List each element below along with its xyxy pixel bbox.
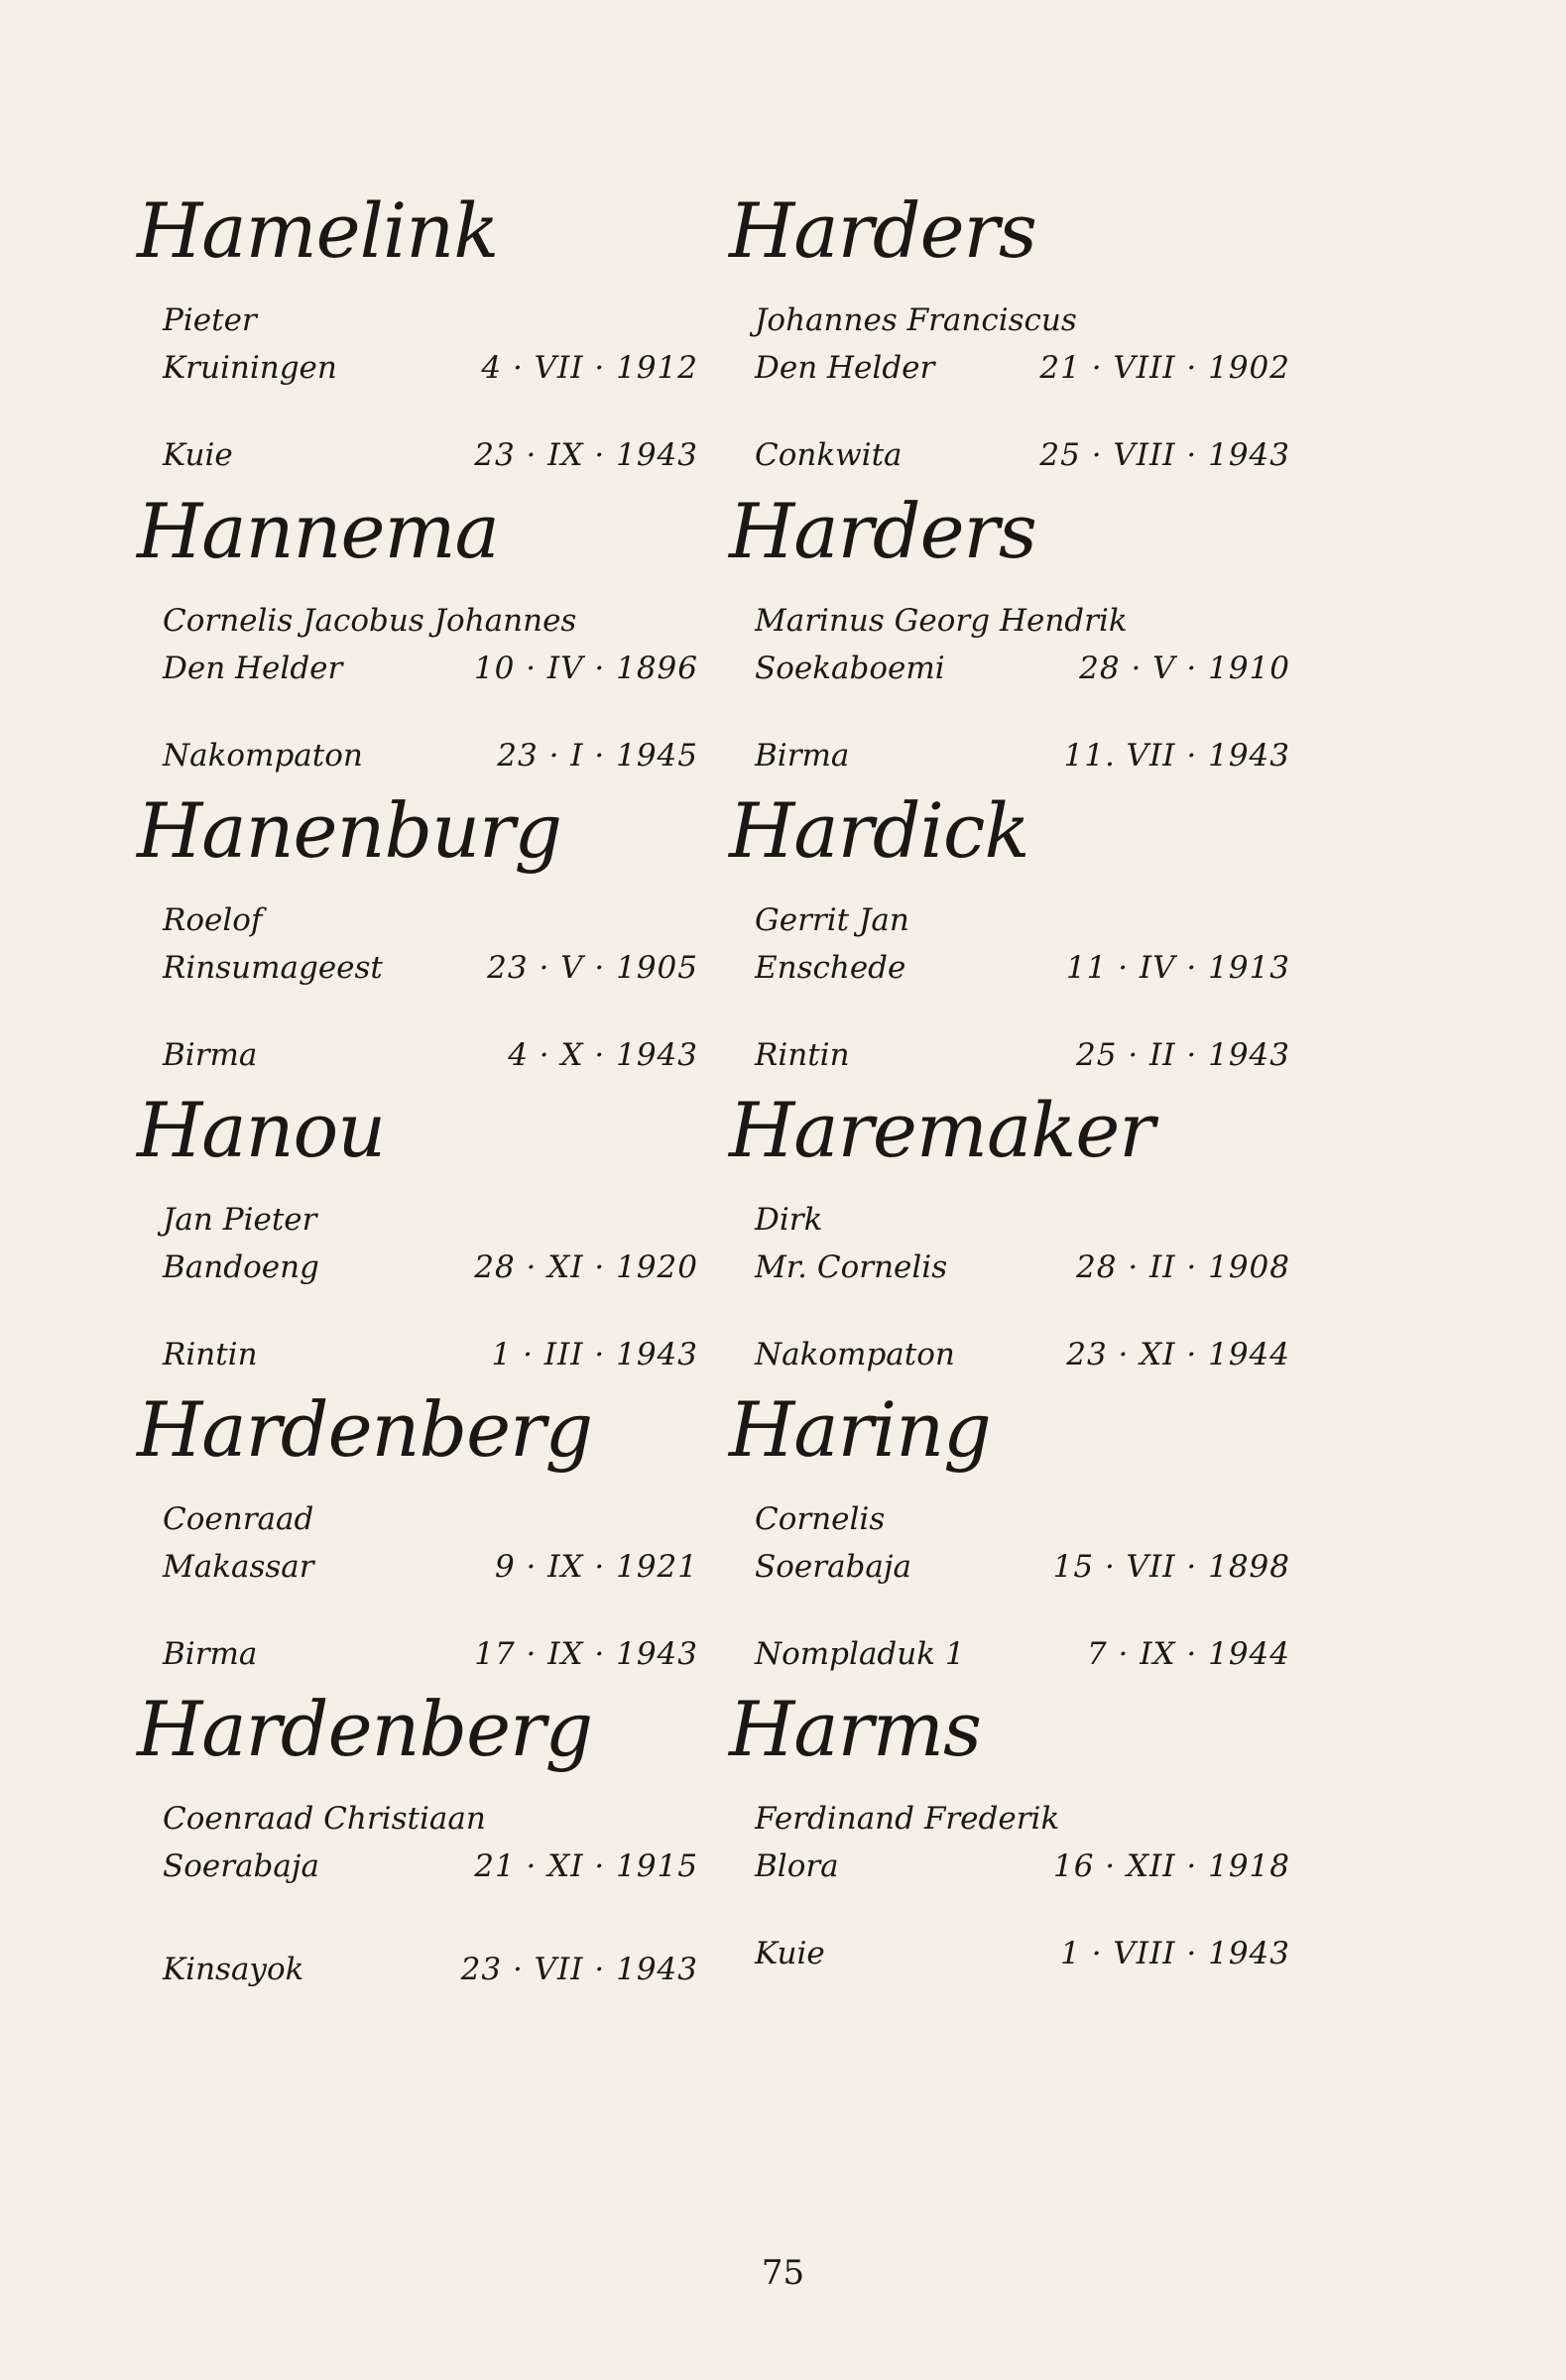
birth-place: Blora xyxy=(755,1848,839,1884)
birth-place: Rinsumageest xyxy=(163,950,383,986)
death-place: Kuie xyxy=(163,437,233,473)
birth-place: Soerabaja xyxy=(755,1549,911,1585)
given-names: Jan Pieter xyxy=(163,1202,317,1238)
given-names: Coenraad Christiaan xyxy=(163,1801,486,1837)
birth-place: Den Helder xyxy=(755,350,935,386)
death-date: 17 · IX · 1943 xyxy=(474,1636,698,1672)
given-names: Cornelis Jacobus Johannes xyxy=(163,603,577,639)
birth-place: Bandoeng xyxy=(163,1250,319,1285)
surname-heading: Harders xyxy=(729,487,1036,575)
death-date: 23 · XI · 1944 xyxy=(1066,1337,1290,1372)
surname-heading: Hanenburg xyxy=(137,786,562,875)
surname-heading: Hamelink xyxy=(137,186,499,275)
birth-place: Soerabaja xyxy=(163,1848,319,1884)
birth-date: 28 · V · 1910 xyxy=(1079,651,1290,686)
death-place: Birma xyxy=(163,1636,258,1672)
death-date: 11. VII · 1943 xyxy=(1063,738,1290,774)
death-date: 23 · I · 1945 xyxy=(497,738,698,774)
birth-place: Soekaboemi xyxy=(755,651,945,686)
death-date: 7 · IX · 1944 xyxy=(1086,1636,1290,1672)
surname-heading: Haring xyxy=(729,1385,991,1474)
birth-place: Kruiningen xyxy=(163,350,337,386)
given-names: Marinus Georg Hendrik xyxy=(755,603,1128,639)
death-place: Nakompaton xyxy=(163,738,363,774)
page-number: 75 xyxy=(761,2253,805,2293)
birth-date: 23 · V · 1905 xyxy=(487,950,698,986)
death-date: 4 · X · 1943 xyxy=(508,1037,698,1073)
birth-date: 11 · IV · 1913 xyxy=(1065,950,1290,986)
death-date: 1 · VIII · 1943 xyxy=(1060,1936,1290,1971)
given-names: Ferdinand Frederik xyxy=(755,1801,1060,1837)
surname-heading: Harders xyxy=(729,186,1036,275)
death-place: Kinsayok xyxy=(163,1952,304,1987)
given-names: Roelof xyxy=(163,902,263,938)
surname-heading: Hannema xyxy=(137,487,499,575)
death-place: Rintin xyxy=(163,1337,258,1372)
death-date: 1 · III · 1943 xyxy=(491,1337,698,1372)
birth-date: 10 · IV · 1896 xyxy=(473,651,698,686)
given-names: Cornelis xyxy=(755,1501,886,1537)
given-names: Dirk xyxy=(755,1202,823,1238)
surname-heading: Hardenberg xyxy=(137,1685,593,1773)
surname-heading: Hanou xyxy=(137,1086,386,1174)
birth-place: Makassar xyxy=(163,1549,314,1585)
death-date: 23 · IX · 1943 xyxy=(474,437,698,473)
death-place: Nompladuk 1 xyxy=(755,1636,965,1672)
birth-date: 28 · XI · 1920 xyxy=(474,1250,698,1285)
birth-date: 16 · XII · 1918 xyxy=(1052,1848,1290,1884)
death-place: Nakompaton xyxy=(755,1337,955,1372)
death-date: 23 · VII · 1943 xyxy=(460,1952,698,1987)
given-names: Gerrit Jan xyxy=(755,902,909,938)
given-names: Coenraad xyxy=(163,1501,314,1537)
death-date: 25 · VIII · 1943 xyxy=(1039,437,1290,473)
birth-date: 4 · VII · 1912 xyxy=(481,350,698,386)
birth-date: 15 · VII · 1898 xyxy=(1052,1549,1290,1585)
birth-place: Den Helder xyxy=(163,651,343,686)
birth-date: 28 · II · 1908 xyxy=(1076,1250,1290,1285)
given-names: Johannes Franciscus xyxy=(755,302,1077,338)
birth-place: Enschede xyxy=(755,950,906,986)
birth-date: 21 · VIII · 1902 xyxy=(1039,350,1290,386)
given-names: Pieter xyxy=(163,302,257,338)
death-date: 25 · II · 1943 xyxy=(1076,1037,1290,1073)
surname-heading: Hardenberg xyxy=(137,1385,593,1474)
birth-date: 21 · XI · 1915 xyxy=(474,1848,698,1884)
death-place: Rintin xyxy=(755,1037,850,1073)
surname-heading: Haremaker xyxy=(729,1086,1154,1174)
surname-heading: Harms xyxy=(729,1685,981,1773)
death-place: Conkwita xyxy=(755,437,903,473)
death-place: Birma xyxy=(755,738,850,774)
birth-place: Mr. Cornelis xyxy=(755,1250,948,1285)
death-place: Birma xyxy=(163,1037,258,1073)
surname-heading: Hardick xyxy=(729,786,1029,875)
death-place: Kuie xyxy=(755,1936,825,1971)
birth-date: 9 · IX · 1921 xyxy=(494,1549,698,1585)
